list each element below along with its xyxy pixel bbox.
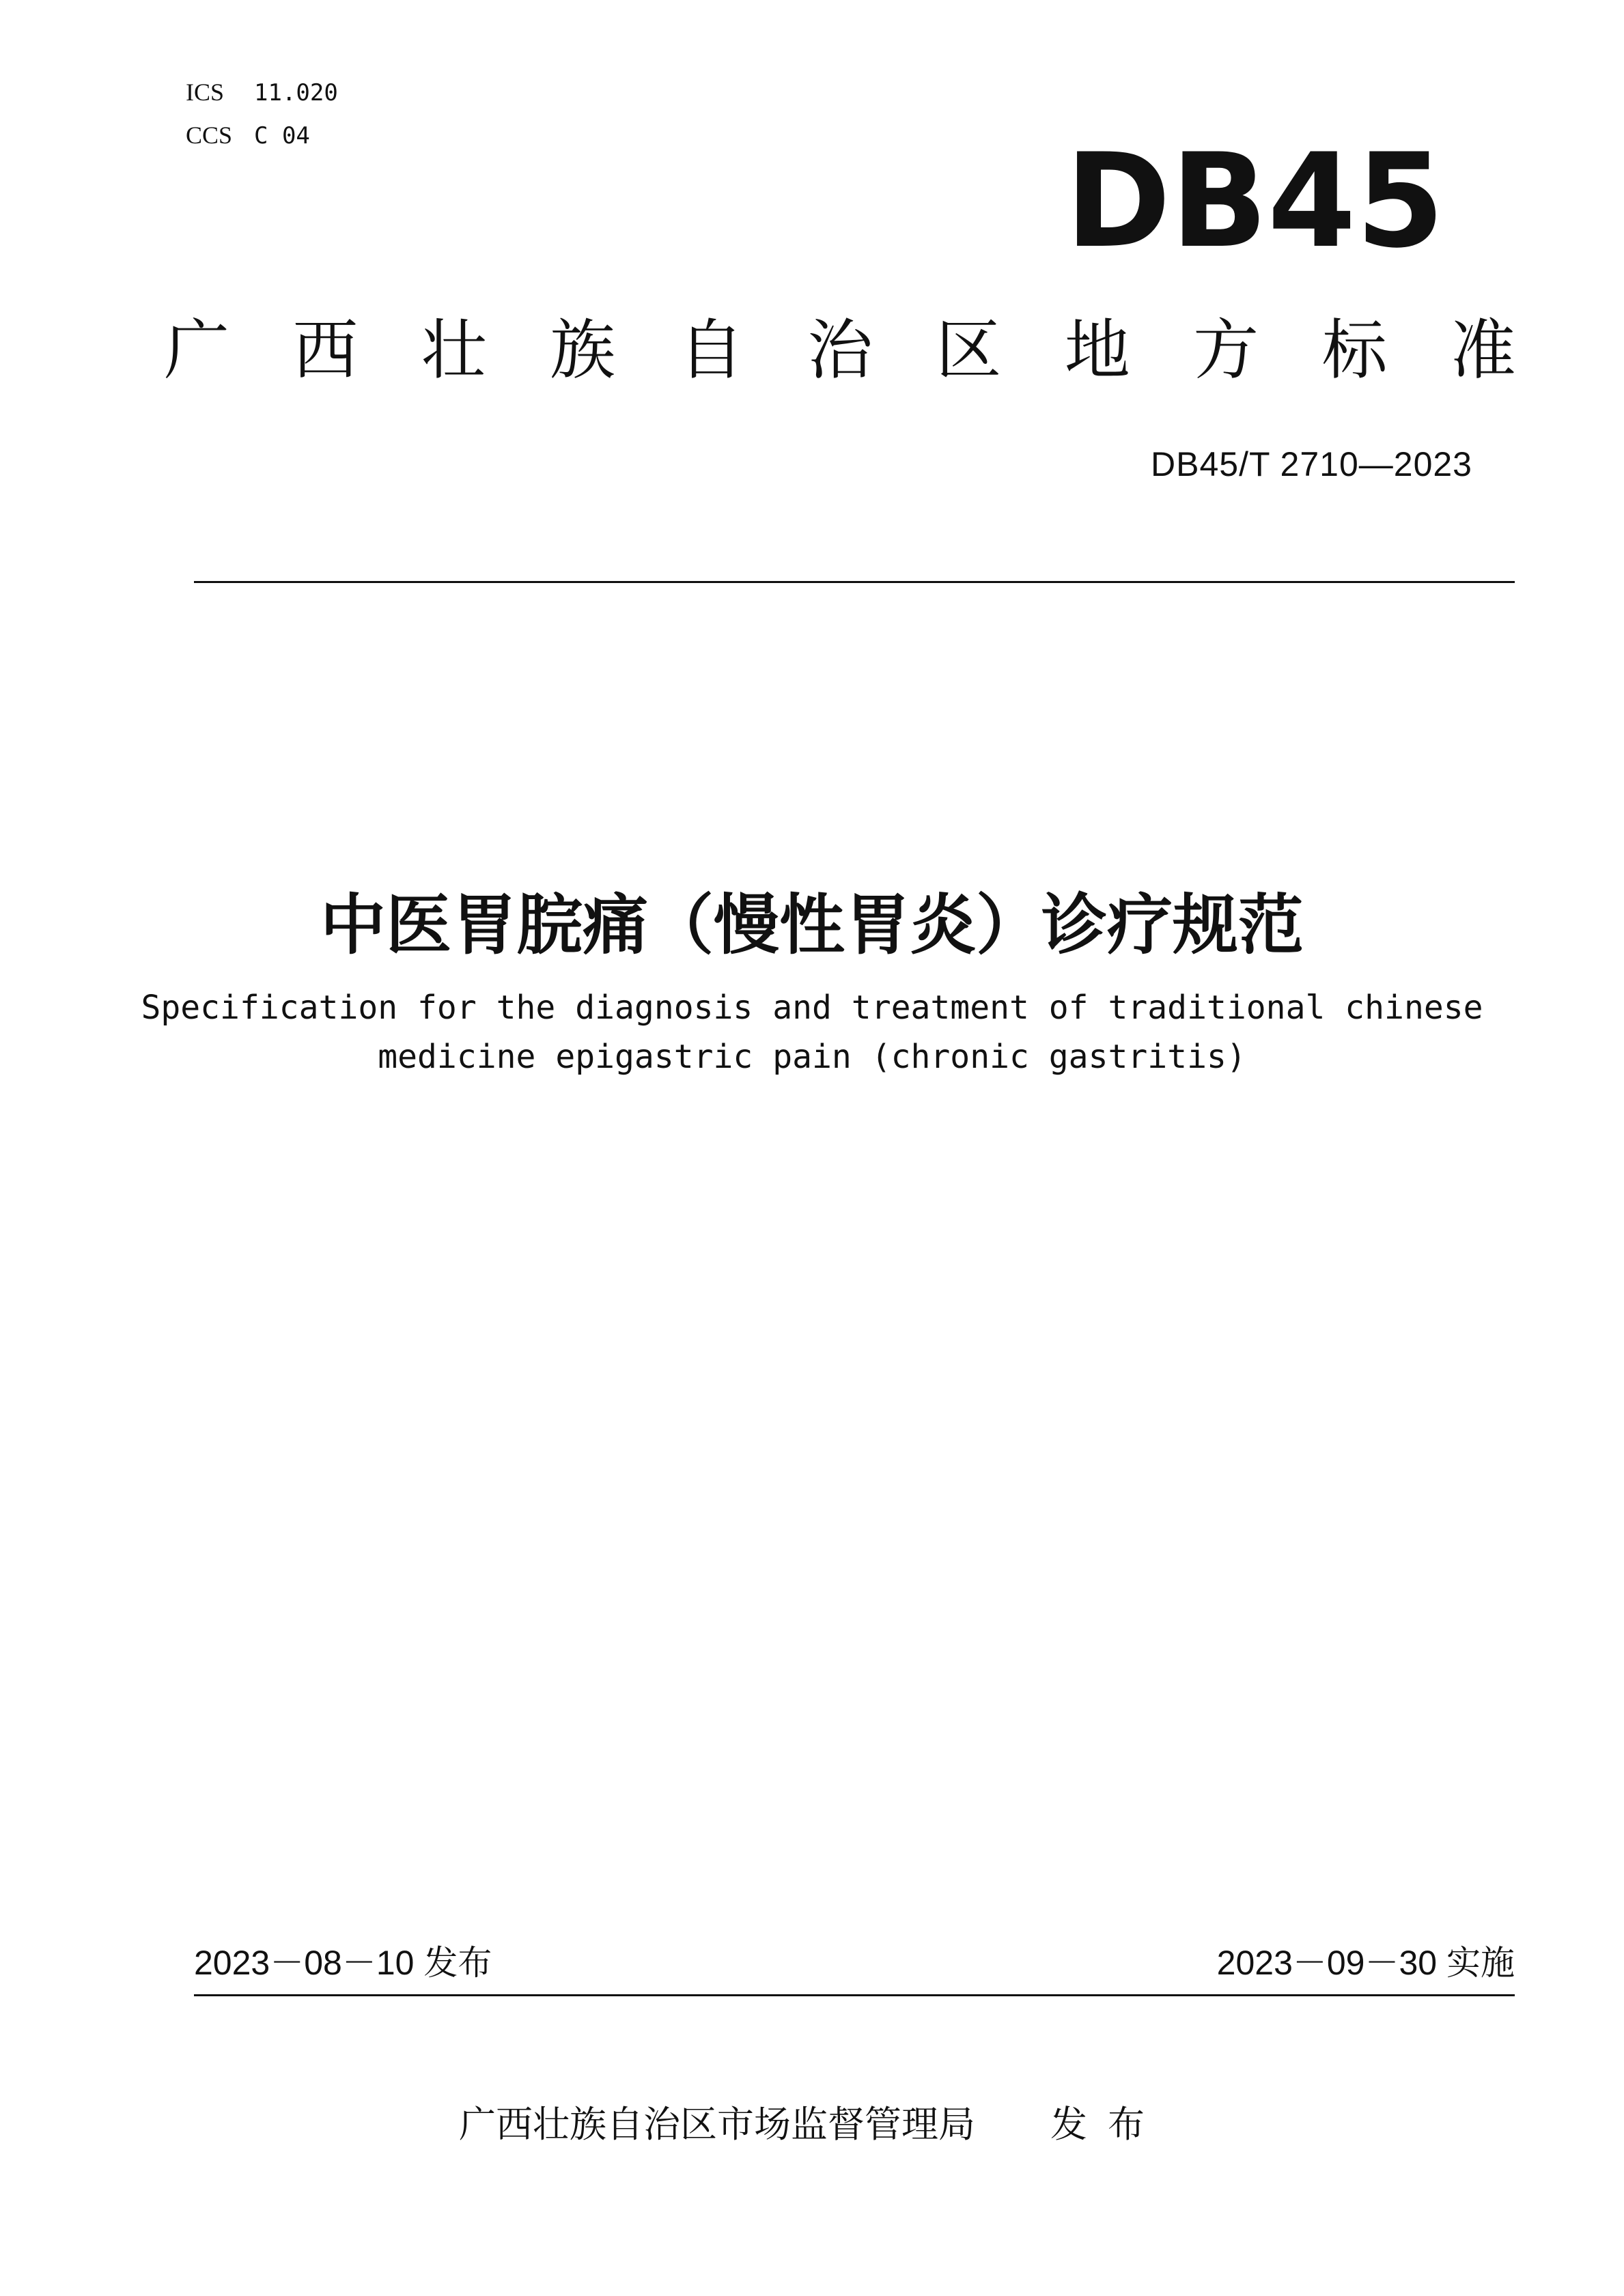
standard-type-char: 地 [1064,312,1130,388]
ccs-code-row [186,120,310,151]
standard-number: DB45/T 2710—2023 [1151,445,1472,483]
standard-type-char: 准 [1450,312,1516,388]
standard-type-char: 方 [1193,312,1259,388]
ccs-value: C 04 [254,122,310,150]
issuer-row [0,2097,1624,2152]
ics-value: 11.020 [254,79,338,107]
standard-type-char: 族 [550,312,616,388]
title-english-line-1: Specification for the diagnosis and treatment of traditional chinese [141,989,1483,1027]
standard-type-char: 壮 [421,312,487,388]
title-chinese: 中医胃脘痛（慢性胃炎）诊疗规范 [320,887,1304,963]
db45-logo [1065,133,1448,270]
standard-type-heading [164,306,1516,395]
standard-type-char: 区 [936,312,1002,388]
standard-type-char: 广 [164,312,229,388]
implementation-date: 2023－09－30 实施 [1216,1944,1515,1982]
standard-type-char: 西 [292,312,359,388]
title-english-line-2: medicine epigastric pain (chronic gastritis) [378,1038,1246,1076]
standard-type-char: 自 [678,312,744,388]
bottom-divider [194,1994,1515,1996]
issuer-action: 发布 [1050,2103,1165,2146]
standard-type-char: 标 [1321,312,1388,388]
issue-date: 2023－08－10 发布 [194,1944,492,1982]
top-divider [194,581,1515,583]
db45-logo-text: DB45 [1065,133,1444,270]
issuer-name: 广西壮族自治区市场监督管理局 [459,2103,975,2146]
ics-code-row [186,77,338,108]
ccs-label: CCS [186,122,233,149]
ics-label: ICS [186,79,225,106]
standard-type-char: 治 [807,312,873,388]
